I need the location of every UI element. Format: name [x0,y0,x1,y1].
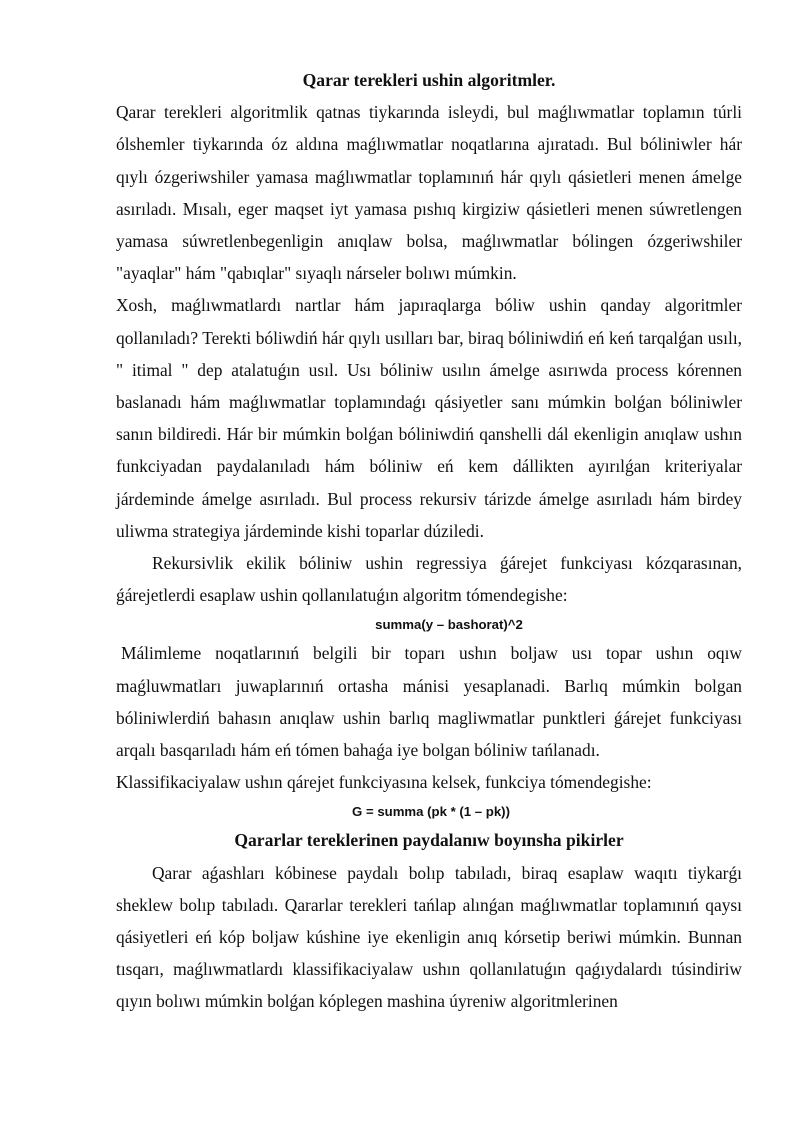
paragraph-classification: Klassifikaciyalaw ushın qárejet funkciyasına kelsek, funkciya tómendegishe: [116,772,652,793]
document-title: Qarar terekleri ushin algoritmler. [302,70,556,90]
paragraph-considerations: Qarar aǵashları kóbinese paydalı bolıp tabıladı, biraq esaplaw waqıtı tiykarǵı sheklew bolıp tabıladı. Qararlar terekleri tańlap alınǵan maǵlıwmatlar toplamınıń qaysı qásiyetleri eń kóp boljaw kúshine iye ekenligin anıq kórsetip beriwi múmkin. Bunnan tısqarı, maǵlıwmatlardı klassifikaciyalaw ushın qollanılatuǵın qaǵıydalardı túsindiriw qıyın bolıwı múmkin bolǵan kóplegen mashina úyreniw algoritmlerinen [116,862,742,1012]
section-heading: Qararlar tereklerinen paydalanıw boyınsha pikirler [234,830,624,851]
document-page [116,64,742,1018]
paragraph-split-methods: Xosh, maǵlıwmatlardı nartlar hám japıraqlarga bóliw ushin qanday algoritmler qollanıladı? Terekti bóliwdiń hár qıylı usılları bar, biraq bóliniwdiń eń keń tarqalǵan usılı, " itimal " dep atalatuǵın usıl. Usı bóliniw usılın ámelge asırıwda process kórennen baslanadı hám maǵlıwmatlar toplamındaǵı qásiyetler sanı múmkin bolǵan bóliniwler sanın bildiredi. Hár bir múmkin bolǵan bóliniwdiń qanshelli dál ekenligin anıqlaw ushın funkciyadan paydalanıladı hám bóliniw eń kem dállikten ayırılǵan kriteriyalar járdeminde ámelge asırıladı. Bul process rekursiv tárizde ámelge asırıladı hám birdey uliwma strategiya járdeminde kishi toparlar dúziledi. [116,295,742,541]
formula-gini: G = summa (pk * (1 – pk)) [352,804,510,820]
paragraph-intro: Qarar terekleri algoritmlik qatnas tiykarında isleydi, bul maǵlıwmatlar toplamın túrli ólshemler tiykarında óz aldına maǵlıwmatlar noqatlarına ajıratadı. Bul bóliniwler hár qıylı ózgeriwshiler yamasa maǵlıwmatlar toplamınıń hár qıylı qásietleri menen ámelge asırıladı. Mısalı, eger maqset iyt yamasa pıshıq kirgiziw qásietleri menen súwretlengen yamasa súwretlenbegenligin anıqlaw bolsa, maǵlıwmatlar bólingen ózgeriwshiler "ayaqlar" hám "qabıqlar" sıyaqlı nárseler bolıwı múmkin. [116,102,742,284]
formula-sum-squared-error: summa(y – bashorat)^2 [375,617,523,633]
paragraph-prediction: Málimleme noqatlarınıń belgili bir toparı ushın boljaw usı topar ushın oqıw maǵluwmatları juwaplarınıń ortasha mánisi yesaplanadi. Barlıq múmkin bolgan bóliniwlerdiń bahasın anıqlaw ushin barlıq magliwmatlar punktleri ǵárejet funkciyası arqalı basqarıladı hám eń tómen bahaǵa iye bolgan bóliniw tańlanadı. [116,643,742,761]
paragraph-regression-cost: Rekursivlik ekilik bóliniw ushin regressiya ǵárejet funkciyası kózqarasınan, ǵárejetlerdi esaplaw ushin qollanılatuǵın algoritm tómendegishe: [116,553,742,606]
